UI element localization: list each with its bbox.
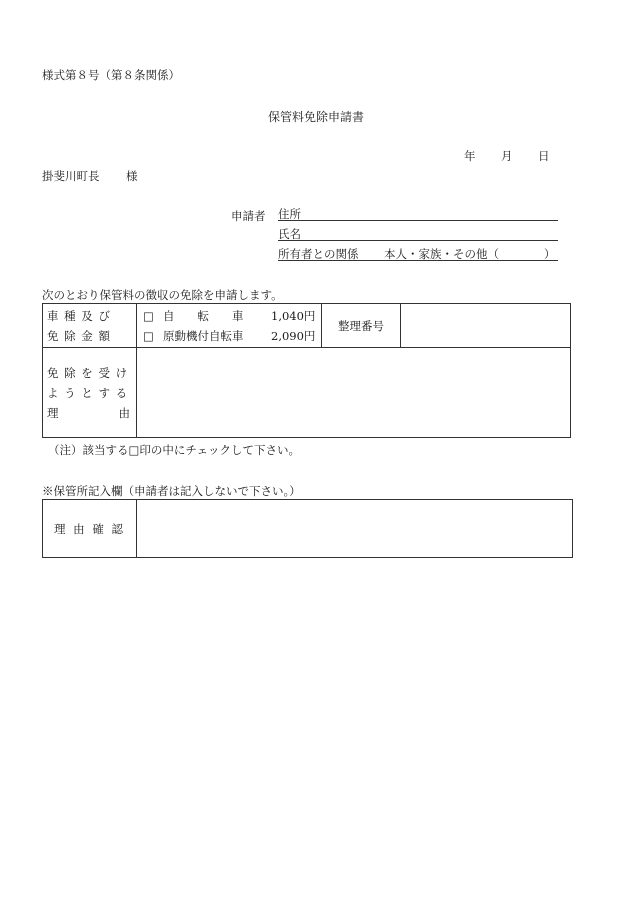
relation-label: 所有者との関係 (278, 247, 359, 261)
option-bicycle-amount: 1,040円 (271, 308, 316, 323)
vehicle-label-cell (43, 304, 137, 348)
date-month-label: 月 (501, 149, 513, 163)
option-moped[interactable] (137, 326, 321, 346)
reg-number-label: 整理番号 (338, 318, 384, 333)
intro-text: 次のとおり保管料の徴収の免除を申請します。 (42, 288, 283, 302)
relation-close: ） (544, 247, 556, 261)
reason-label-line3b: 由 (118, 405, 130, 420)
option-bicycle-name: 自 転 車 (163, 308, 244, 323)
note-text: （注）該当する□印の中にチェックして下さい。 (48, 443, 301, 457)
address-label: 住所 (278, 207, 301, 221)
office-table (42, 499, 573, 558)
confirm-label-cell (43, 500, 137, 558)
reason-label-line3a: 理 (47, 405, 59, 420)
addressee-honorific: 様 (126, 169, 138, 183)
confirm-label: 理 由 確 認 (54, 521, 125, 536)
reason-value-cell[interactable] (137, 348, 571, 438)
vehicle-options-cell (137, 304, 322, 348)
relation-options: 本人・家族・その他（ (384, 247, 499, 261)
name-label: 氏名 (278, 227, 301, 241)
addressee-name: 掛斐川町長 (42, 169, 100, 183)
option-bicycle[interactable] (137, 306, 321, 326)
address-field[interactable] (278, 206, 558, 221)
date-year-label: 年 (464, 149, 476, 163)
applicant-label: 申請者 (231, 209, 266, 223)
reason-label-line1: 免 除 を 受 け (47, 365, 129, 380)
reason-label-cell (43, 348, 137, 438)
date-day-label: 日 (538, 149, 550, 163)
name-field[interactable] (278, 226, 558, 241)
confirm-value-cell[interactable] (137, 500, 573, 558)
relation-field[interactable] (278, 246, 558, 261)
application-table (42, 303, 571, 438)
reg-number-label-cell (322, 304, 401, 348)
office-heading: ※保管所記入欄（申請者は記入しないで下さい。） (42, 484, 301, 498)
reg-number-value-cell[interactable] (401, 304, 571, 348)
page-title: 保管料免除申請書 (268, 110, 365, 124)
option-moped-amount: 2,090円 (271, 328, 316, 343)
vehicle-label-line1: 車 種 及 び (47, 308, 111, 323)
checkbox-moped[interactable]: □ (143, 328, 154, 343)
vehicle-label-line2: 免 除 金 額 (47, 328, 111, 343)
reason-label-line2: よ う と す る (47, 385, 129, 400)
checkbox-bicycle[interactable]: □ (143, 308, 154, 323)
option-moped-name: 原動機付自転車 (163, 328, 244, 343)
form-number: 様式第８号（第８条関係） (42, 68, 180, 82)
